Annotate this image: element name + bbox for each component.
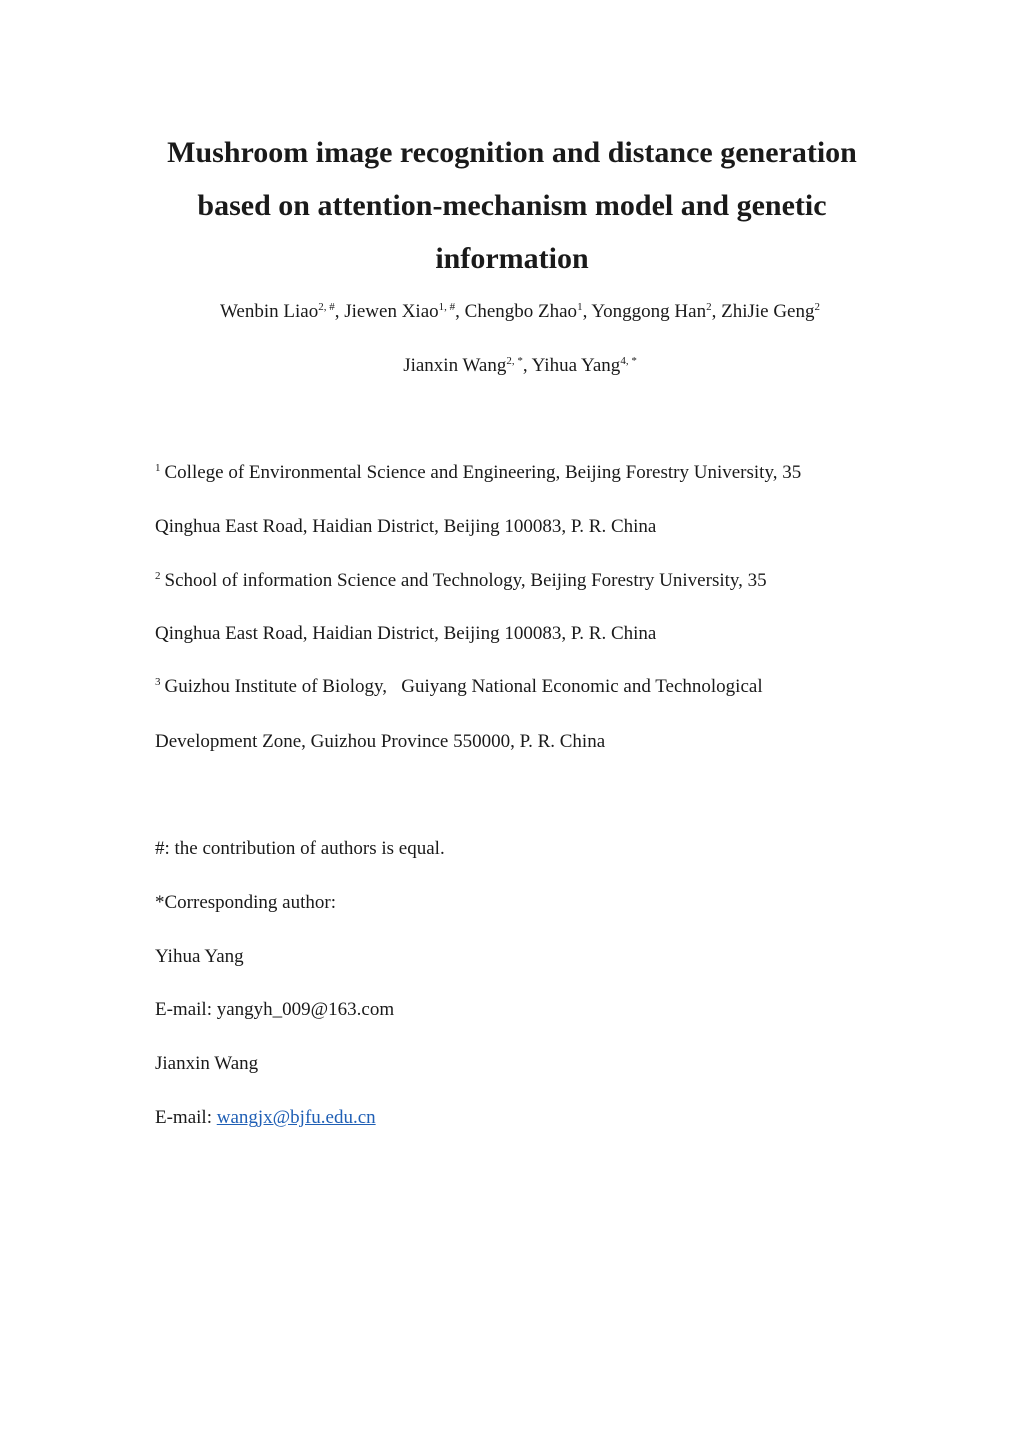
author: Chengbo Zhao$^1$, (464, 301, 592, 322)
author-list-row-1 (8, 300, 1024, 324)
affiliation-3-line-2: Development Zone, Guizhou Province 550000, P. R. China (155, 731, 606, 752)
author: ZhiJie Geng$^2$ (721, 301, 820, 322)
affiliation-1-line-2: Qinghua East Road, Haidian District, Beijing 100083, P. R. China (155, 516, 657, 537)
author: Yonggong Han$^2$, (591, 301, 722, 322)
email-link[interactable]: wangjx@bjfu.edu.cn (216, 1107, 376, 1128)
contact-1-email: E-mail: yangyh_009@163.com (155, 999, 395, 1020)
contact-2-email: E-mail: wangjx@bjfu.edu.cn (155, 1107, 376, 1128)
contact-2-name: Jianxin Wang (155, 1053, 259, 1074)
author: Jiewen Xiao$^{1, \#}$, (344, 301, 465, 322)
affiliation-1-line-1: $^1$ College of Environmental Science and Engineering, Beijing Forestry University, 35 (155, 462, 802, 483)
title-line-1: Mushroom image recognition and distance generation (167, 136, 857, 169)
author: Yihua Yang$^{4, *}$ (531, 355, 637, 376)
contact-1-name: Yihua Yang (155, 946, 244, 967)
title-line-3: information (435, 242, 589, 275)
author: Wenbin Liao$^{2, \#}$, (220, 301, 345, 322)
equal-contribution-note: #: the contribution of authors is equal. (155, 838, 445, 859)
affiliation-2-line-1: $^2$ School of information Science and Technology, Beijing Forestry University, 35 (155, 570, 767, 591)
corresponding-author-label: *Corresponding author: (155, 892, 337, 913)
affiliation-2-line-2: Qinghua East Road, Haidian District, Beijing 100083, P. R. China (155, 623, 657, 644)
author-list-row-2 (8, 354, 1024, 378)
paper-title (140, 126, 884, 285)
author: Jianxin Wang$^{2, *}$, (403, 355, 532, 376)
title-line-2: based on attention-mechanism model and genetic (197, 189, 827, 222)
affiliation-3-line-1: $^3$ Guizhou Institute of Biology, Guiyang National Economic and Technological (155, 676, 763, 697)
